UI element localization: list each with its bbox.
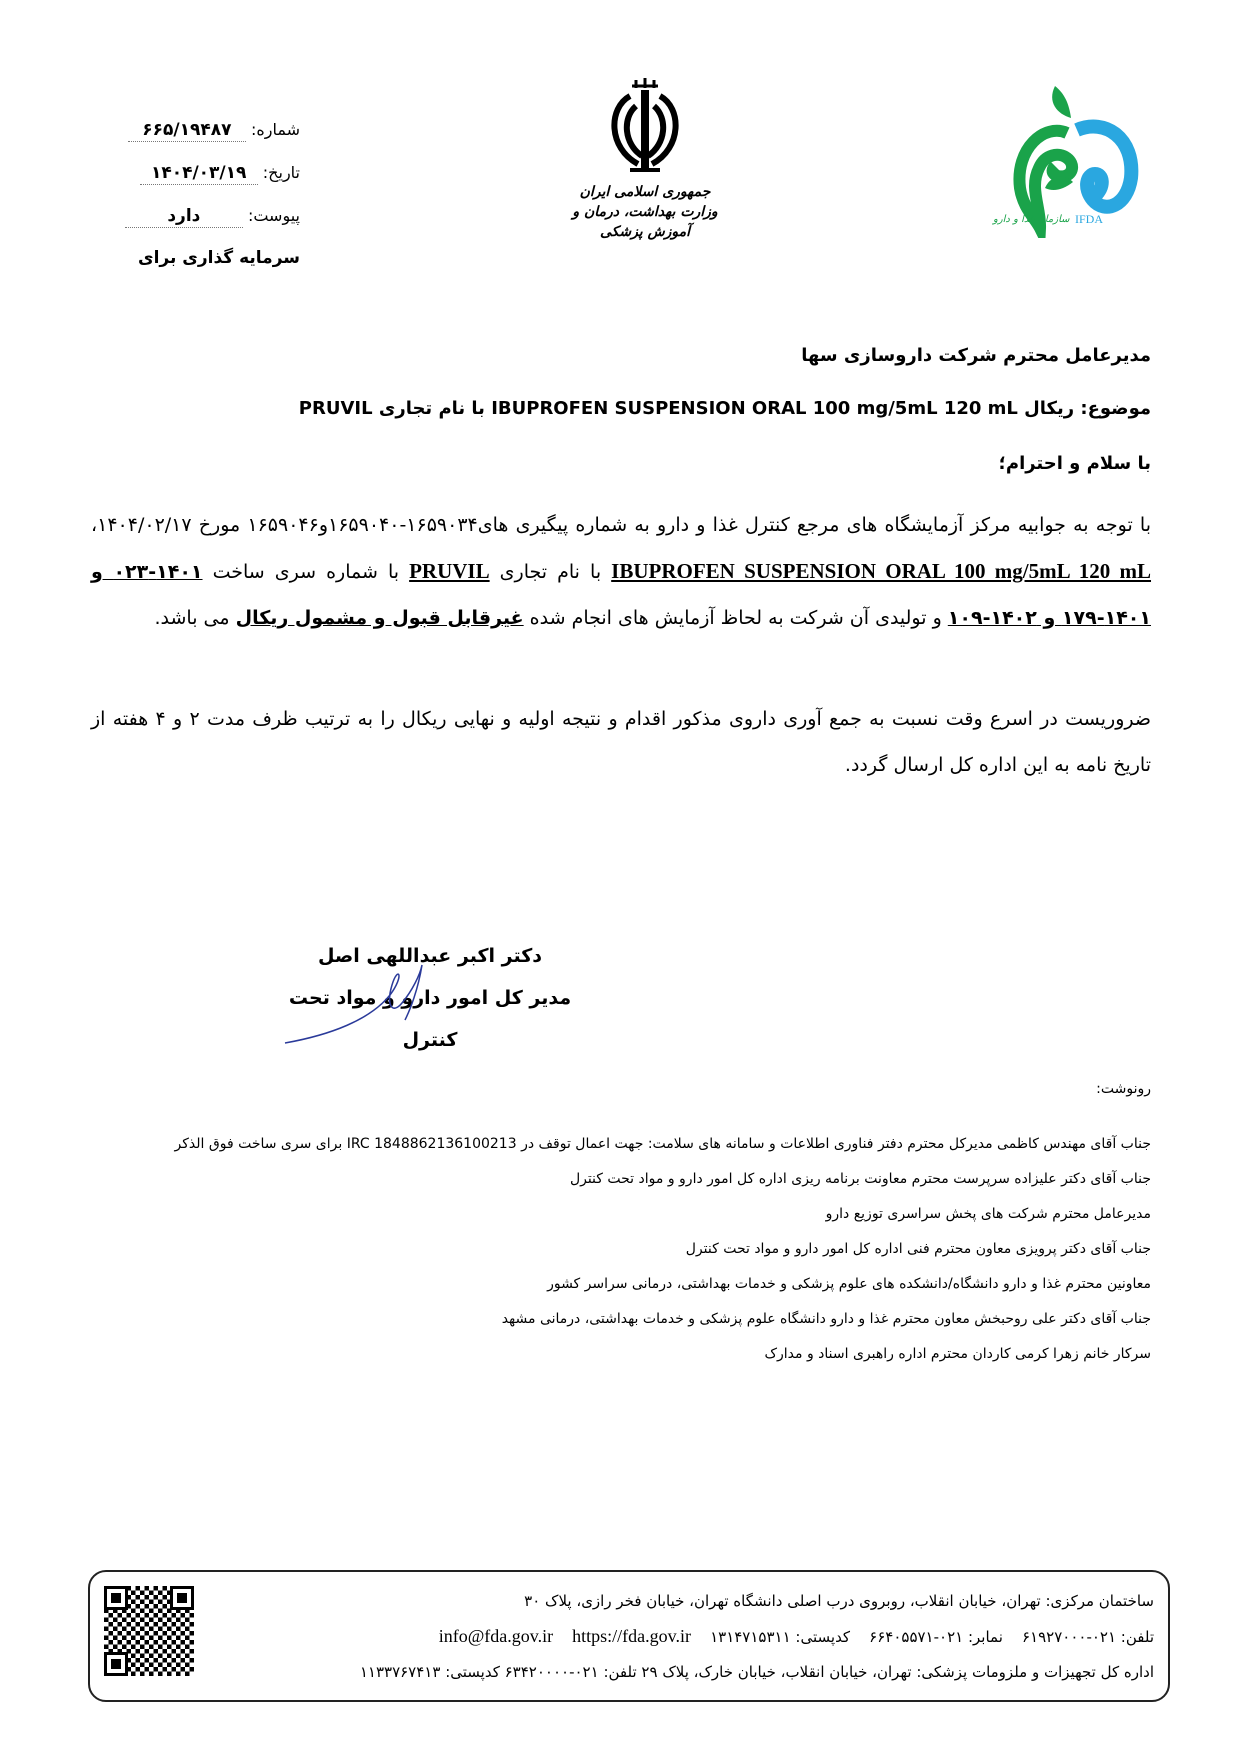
ifda-logo <box>985 78 1145 238</box>
letter-date-label: تاریخ: <box>262 163 300 182</box>
body-text-brand-prefix: با نام تجاری <box>489 561 612 583</box>
attachment-label: پیوست: <box>247 206 300 225</box>
letter-number-label: شماره: <box>250 120 300 139</box>
footer-address: ساختمان مرکزی: تهران، خیابان انقلاب، روبروی درب اصلی دانشگاه تهران، خیابان فخر رازی، پلاک ۳۰ <box>524 1592 1154 1610</box>
letter-number-value: ۶۶۵/۱۹۴۸۷ <box>128 119 246 142</box>
cc-item: جناب آقای مهندس کاظمی مدیرکل محترم دفتر فناوری اطلاعات و سامانه های سلامت: جهت اعمال توقف در IRC 1848862136100213 برای سری ساخت فوق الذکر <box>174 1136 1151 1152</box>
footer-website-link[interactable]: https://fda.gov.ir <box>572 1626 691 1646</box>
cc-label: رونوشت: <box>1096 1081 1151 1097</box>
body-text-end: می باشد. <box>154 607 236 629</box>
ifda-latin-name: IFDA <box>1075 212 1104 226</box>
letter-number-row <box>90 108 300 151</box>
attachment-row <box>90 194 300 237</box>
body-paragraph-2: ضروریست در اسرع وقت نسبت به جمع آوری داروی مذکور اقدام و نتیجه اولیه و نهایی ریکال را به ترتیب ظرف مدت ۲ و ۴ هفته از تاریخ نامه به این اداره کل ارسال گردد. <box>91 708 1151 776</box>
letter-meta <box>90 108 300 280</box>
letter-date-value: ۱۴۰۴/۰۳/۱۹ <box>140 162 258 185</box>
cc-list <box>81 1072 1151 1372</box>
emblem-line-2: وزارت بهداشت، درمان و آموزش پزشکی <box>572 204 718 240</box>
attachment-value: دارد <box>125 205 243 228</box>
addressee: مدیرعامل محترم شرکت داروسازی سها <box>801 345 1151 366</box>
batch-numbers: ۱۴۰۱-۰۲۳ و ۱۴۰۱-۱۷۹ و ۱۴۰۲-۱۰۹ <box>91 561 1151 629</box>
body-paragraph-1 <box>91 502 1151 641</box>
footer-postal-code: کدپستی: ۱۳۱۴۷۱۵۳۱۱ <box>710 1628 851 1646</box>
cc-item: مدیرعامل محترم شرکت های پخش سراسری توزیع دارو <box>825 1206 1151 1222</box>
recall-verdict: غیرقابل قبول و مشمول ریکال <box>235 607 524 629</box>
footer-email-link[interactable]: info@fda.gov.ir <box>438 1626 554 1646</box>
footer-fax: نمابر: ۰۲۱-۶۶۴۰۵۵۷۱ <box>869 1628 1003 1646</box>
cc-item: جناب آقای دکتر علیزاده سرپرست محترم معاونت برنامه ریزی اداره کل امور دارو و مواد تحت کنترل <box>569 1171 1151 1187</box>
body-text-intro: با توجه به جوابیه مرکز آزمایشگاه های مرجع کنترل غذا و دارو به شماره پیگیری های۱۶۵۹۰۳۴-۱۶۵۹۰۴۰و۱۶۵۹۰۴۶ مورخ ۱۴۰۴/۰۲/۱۷، <box>91 514 1151 536</box>
cc-item: سرکار خانم زهرا کرمی کاردان محترم اداره راهبری اسناد و مدارک <box>764 1346 1151 1362</box>
product-name: IBUPROFEN SUSPENSION ORAL 100 mg/5mL 120 mL <box>611 559 1152 583</box>
emblem-line-1: جمهوری اسلامی ایران <box>579 184 711 200</box>
signatory-title: مدیر کل امور دارو و مواد تحت کنترل <box>288 987 572 1051</box>
footer-contact-row <box>204 1619 1154 1655</box>
iran-emblem-icon <box>600 78 690 178</box>
ifda-persian-name: سازمان غذا و دارو <box>993 214 1070 225</box>
letter-purpose: سرمایه گذاری برای <box>138 248 300 268</box>
handwritten-signature <box>280 955 450 1050</box>
footer-medical-equipment-office: اداره کل تجهیزات و ملزومات پزشکی: تهران، خیابان انقلاب، خیابان خارک، پلاک ۲۹ تلفن: ۰۲۱-۶۳۴۲۰۰۰۰ کدپستی: ۱۱۳۳۷۶۷۴۱۳ <box>359 1663 1154 1681</box>
footer-phone: تلفن: ۰۲۱-۶۱۹۲۷۰۰۰ <box>1021 1628 1154 1646</box>
letter-date-row <box>90 151 300 194</box>
cc-item: معاونین محترم غذا و دارو دانشگاه/دانشکده های علوم پزشکی و خدمات بهداشتی، درمانی سراسر کشور <box>547 1276 1151 1292</box>
body-text-tests: و تولیدی آن شرکت به لحاظ آزمایش های انجام شده <box>523 607 948 629</box>
iran-emblem <box>560 78 730 242</box>
cc-item: جناب آقای دکتر علی روحبخش معاون محترم غذا و دارو دانشگاه علوم پزشکی و خدمات بهداشتی، درمانی مشهد <box>501 1311 1151 1327</box>
footer-contact-box <box>88 1570 1170 1702</box>
body-text-batch-prefix: با شماره سری ساخت <box>202 561 410 583</box>
subject: موضوع: ریکال IBUPROFEN SUSPENSION ORAL 100 mg/5mL 120 mL با نام تجاری PRUVIL <box>298 398 1151 419</box>
signature-block <box>270 935 590 1061</box>
signatory-name: دکتر اکبر عبداللهی اصل <box>317 945 543 967</box>
greeting: با سلام و احترام؛ <box>998 453 1151 474</box>
footer-lines <box>204 1584 1154 1690</box>
brand-name: PRUVIL <box>409 559 490 583</box>
qr-code-icon <box>104 1586 194 1676</box>
cc-item: جناب آقای دکتر پرویزی معاون محترم فنی اداره کل امور دارو و مواد تحت کنترل <box>685 1241 1151 1257</box>
